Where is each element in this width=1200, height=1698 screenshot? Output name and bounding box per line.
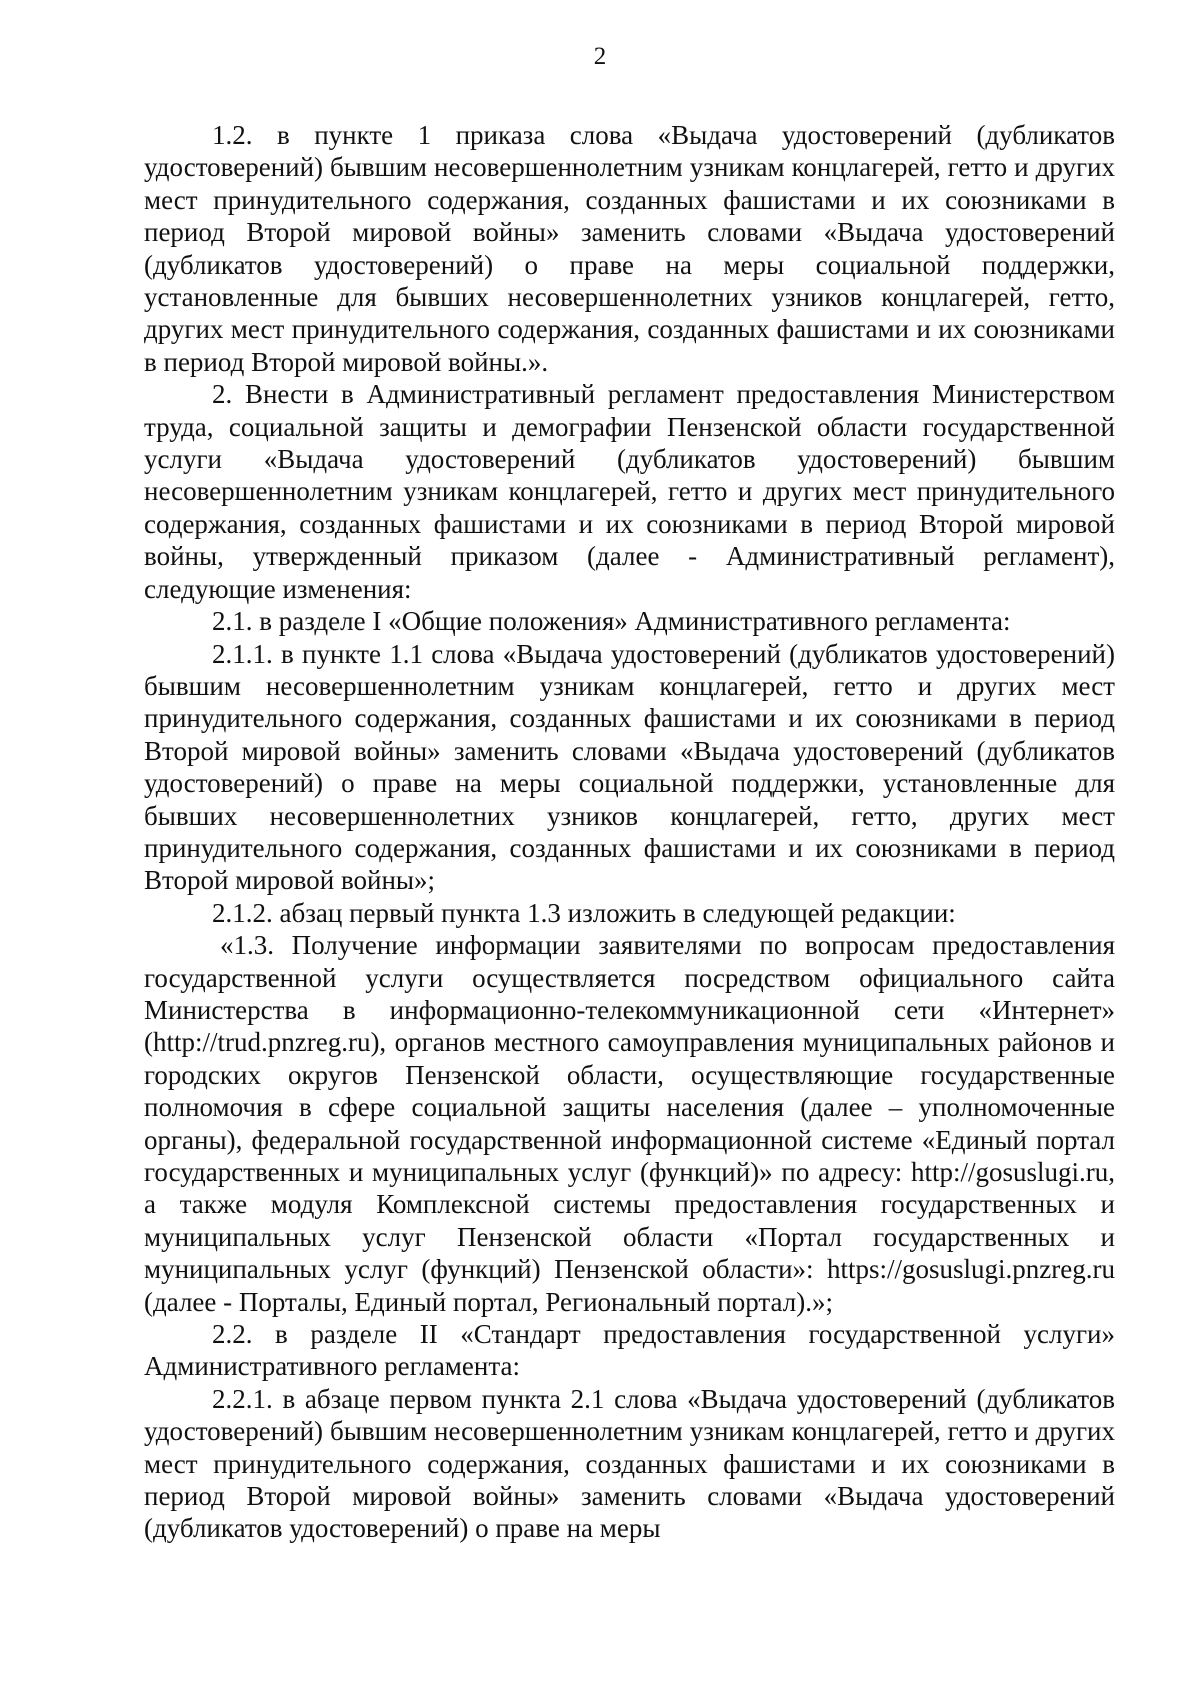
paragraph-2: 2. Внести в Административный регламент предоставления Министерством труда, социальной защиты и демографии Пензенской области государственной услуги «Выдача удостоверений (дубликатов удостоверений) бывшим несовершеннолетним узникам концлагерей, гетто и других мест принудительного содержания, созданных фашистами и их союзниками в период Второй мировой войны, утвержденный приказом (далее - Административный регламент), следующие изменения:	[144, 379, 1115, 604]
paragraph-2-2-1: 2.2.1. в абзаце первом пункта 2.1 слова «Выдача удостоверений (дубликатов удостоверений) бывшим несовершеннолетним узникам концлагерей, гетто и других мест принудительного содержания, созданных фашистами и их союзниками в период Второй мировой войны» заменить словами «Выдача удостоверений (дубликатов удостоверений) о праве на меры	[144, 1383, 1115, 1544]
paragraph-2-1: 2.1. в разделе I «Общие положения» Административного регламента:	[212, 606, 1011, 637]
page-number: 2	[593, 43, 607, 70]
paragraph-1-2: 1.2. в пункте 1 приказа слова «Выдача удостоверений (дубликатов удостоверений) бывшим несовершеннолетним узникам концлагерей, гетто и других мест принудительного содержания, созданных фашистами и их союзниками в период Второй мировой войны» заменить словами «Выдача удостоверений (дубликатов удостоверений) о праве на меры социальной поддержки, установленные для бывших несовершеннолетних узников концлагерей, гетто, других мест принудительного содержания, созданных фашистами и их союзниками в период Второй мировой войны.».	[144, 120, 1115, 377]
paragraph-2-2: 2.2. в разделе II «Стандарт предоставления государственной услуги» Административного регламента:	[144, 1319, 1115, 1382]
document-body	[144, 119, 1115, 1545]
paragraph-2-1-2: 2.1.2. абзац первый пункта 1.3 изложить в следующей редакции:	[212, 897, 956, 928]
paragraph-2-1-1: 2.1.1. в пункте 1.1 слова «Выдача удостоверений (дубликатов удостоверений) бывшим несовершеннолетним узникам концлагерей, гетто и других мест принудительного содержания, созданных фашистами и их союзниками в период Второй мировой войны» заменить словами «Выдача удостоверений (дубликатов удостоверений) о праве на меры социальной поддержки, установленные для бывших несовершеннолетних узников концлагерей, гетто, других мест принудительного содержания, созданных фашистами и их союзниками в период Второй мировой войны»;	[144, 638, 1115, 896]
paragraph-quoted-1-3: «1.3. Получение информации заявителями по вопросам предоставления государственной услуги осуществляется посредством официального сайта Министерства в информационно-телекоммуникационной сети «Интернет» (http://trud.pnzreg.ru), органов местного самоуправления муниципальных районов и городских округов Пензенской области, осуществляющие государственные полномочия в сфере социальной защиты населения (далее – уполномоченные органы), федеральной государственной информационной системе «Единый портал государственных и муниципальных услуг (функций)» по адресу: http://gosuslugi.ru, а также модуля Комплексной системы предоставления государственных и муниципальных услуг Пензенской области «Портал государственных и муниципальных услуг (функций) Пензенской области»: https://gosuslugi.pnzreg.ru (далее - Порталы, Единый портал, Региональный портал).»;	[144, 930, 1115, 1317]
